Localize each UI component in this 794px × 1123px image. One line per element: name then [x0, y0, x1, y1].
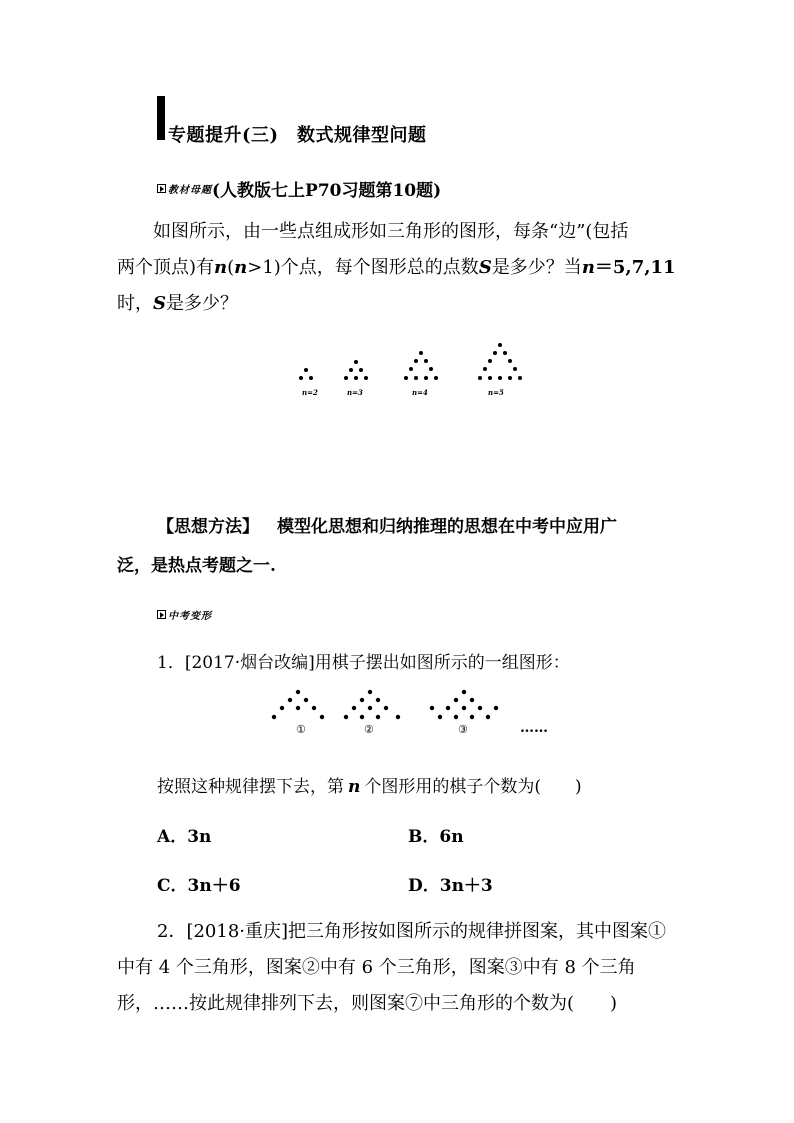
- q1-figure-label-2: ②: [364, 723, 374, 736]
- textbook-problem: [117, 214, 687, 322]
- problem-line-1: 如图所示，由一些点组成形如三角形的图形，每条“边”(包括: [153, 221, 629, 242]
- method-label: 【思想方法】: [157, 517, 259, 537]
- textbook-tag: [157, 181, 212, 196]
- q1-figure-label-1: ①: [296, 723, 306, 736]
- figure-label-n4: n=4: [412, 388, 428, 397]
- q1-option-d[interactable]: D．3n＋3: [408, 876, 493, 896]
- q2-stem: [117, 914, 717, 1022]
- textbook-source: (人教版七上P70习题第10题): [212, 181, 442, 201]
- method-line-1: 【思想方法】 模型化思想和归纳推理的思想在中考中应用广: [157, 517, 617, 537]
- q1-ask: 按照这种规律摆下去，第 n 个图形用的棋子个数为( ): [157, 777, 582, 797]
- figure-label-n2: n=2: [302, 388, 318, 397]
- figure-label-n3: n=3: [347, 388, 363, 397]
- q1-option-a[interactable]: A．3n: [157, 827, 212, 847]
- q2-line-2: 中有 4 个三角形，图案②中有 6 个三角形，图案③中有 8 个三角: [117, 957, 636, 978]
- problem-line-3: 时，S是多少？: [117, 293, 238, 314]
- q1-stem: 1．[2017·烟台改编]用棋子摆出如图所示的一组图形：: [157, 653, 570, 673]
- play-icon: [157, 610, 166, 619]
- play-icon: [157, 184, 166, 193]
- q1-option-c[interactable]: C．3n＋6: [157, 876, 241, 896]
- page-title: 专题提升(三) 数式规律型问题: [168, 125, 427, 146]
- q2-line-1: 2．[2018·重庆]把三角形按如图所示的规律拼图案，其中图案①: [157, 921, 667, 942]
- figure-label-n5: n=5: [488, 388, 504, 397]
- problem-line-2: 两个顶点)有n(n>1)个点，每个图形总的点数S是多少？当n＝5,7,11: [117, 257, 676, 278]
- q1-figure: [268, 688, 518, 722]
- textbook-source-line: [157, 176, 441, 201]
- title-bar-decoration: [157, 96, 165, 140]
- method-line-2: 泛，是热点考题之一.: [117, 556, 276, 576]
- zhongkao-tag: [157, 604, 212, 623]
- textbook-tag-label: 教材母题: [168, 185, 212, 196]
- zhongkao-tag-label: 中考变形: [168, 611, 212, 622]
- q1-figure-label-3: ③: [458, 723, 468, 736]
- q2-line-3: 形，……按此规律排列下去，则图案⑦中三角形的个数为( ): [117, 993, 618, 1014]
- q1-option-b[interactable]: B．6n: [408, 827, 464, 847]
- q1-figure-ellipsis: ……: [520, 720, 548, 736]
